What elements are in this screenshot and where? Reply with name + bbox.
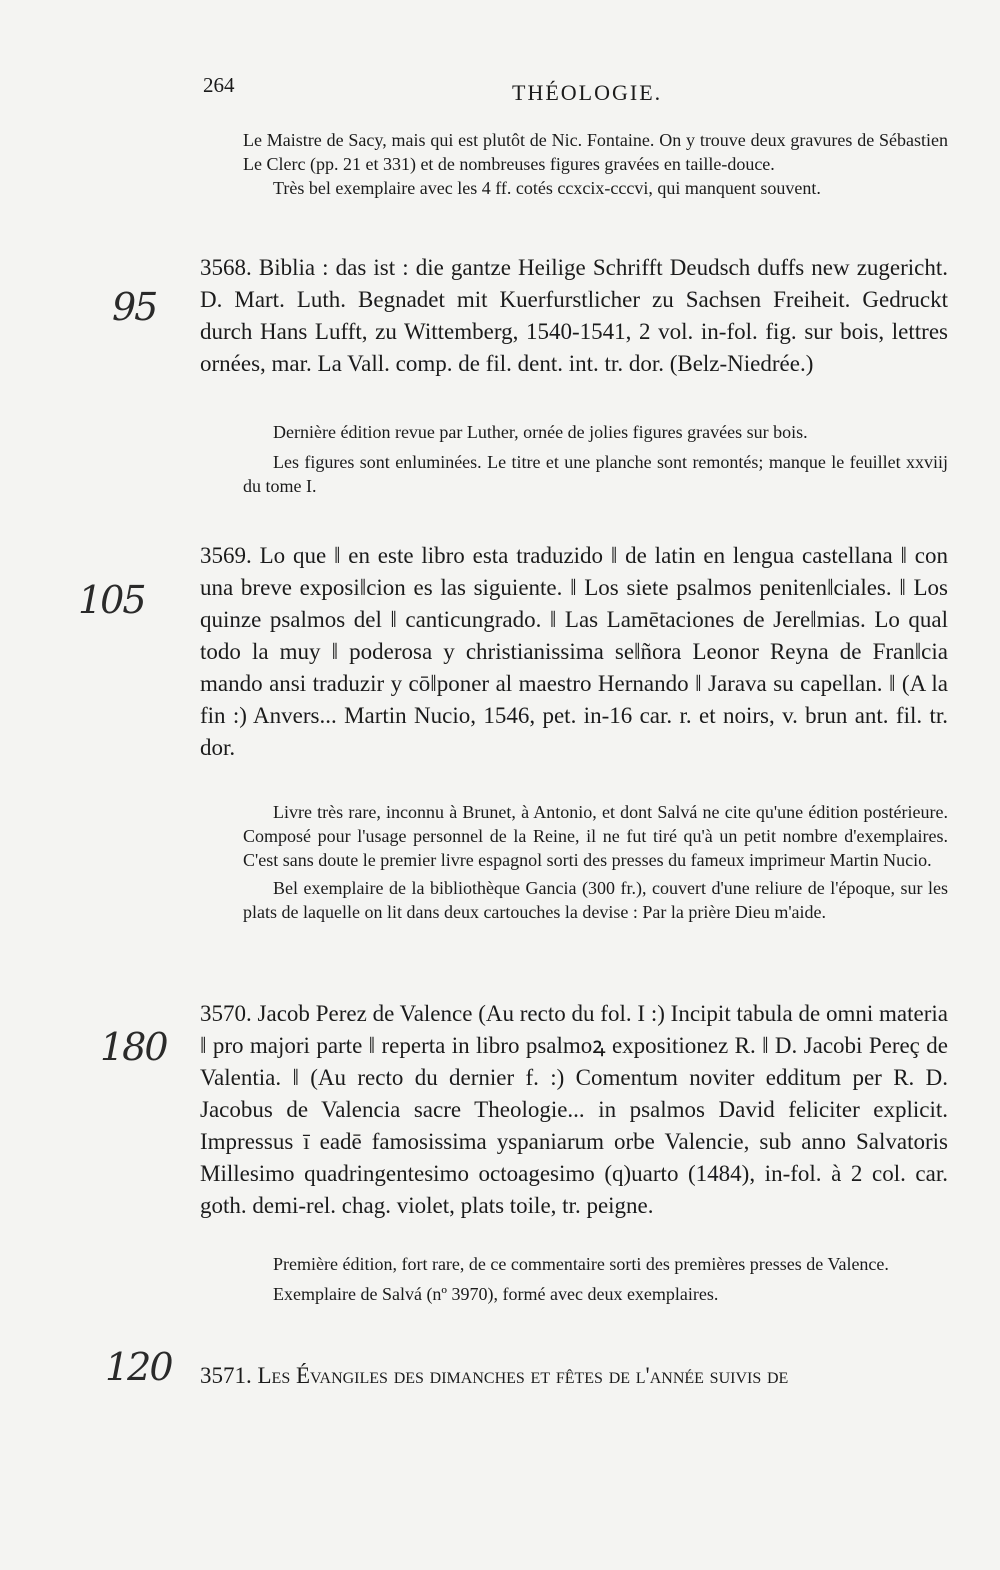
entry-text: Lo que ‖ en este libro esta traduzido ‖ de latin en lengua castellana ‖ con una breve exposi‖cion es las siguiente. ‖ Los siete psalmos peniten‖ciales. ‖ Los quinze psalmos del ‖ canticungrado. ‖ Las Lamētaciones de Jere‖mias. Lo qual todo la muy ‖ poderosa y christianissima se‖ñora Leonor Reyna de Fran‖cia mando ansi traduzir y cō‖poner al maestro Hernando ‖ Jarava su capellan. ‖ (A la fin :) Anvers... Martin Nucio, 1546, pet. in-16 car. r. et noirs, v. brun ant. fil. tr. dor.	[200, 543, 948, 760]
note-paragraph: Dernière édition revue par Luther, ornée de jolies figures gravées sur bois.	[273, 422, 808, 442]
note-paragraph: Le Maistre de Sacy, mais qui est plutôt de Nic. Fontaine. On y trouve deux gravures de Sébastien Le Clerc (pp. 21 et 331) et de nombreuses figures gravées en taille-douce.	[243, 130, 948, 174]
note-paragraph: Première édition, fort rare, de ce commentaire sorti des premières presses de Valence.	[273, 1254, 889, 1274]
handwritten-price: 120	[105, 1345, 172, 1389]
catalog-entry	[200, 252, 948, 380]
page-number: 264	[203, 73, 235, 97]
entry-number: 3568.	[200, 255, 252, 280]
entry-notes	[243, 1252, 948, 1306]
catalog-entry	[200, 1360, 948, 1392]
catalog-entry	[200, 998, 948, 1222]
handwritten-price: 105	[78, 578, 145, 622]
note-paragraph: Exemplaire de Salvá (nº 3970), formé avec deux exemplaires.	[273, 1284, 719, 1304]
entry-text: Jacob Perez de Valence (Au recto du fol. I :) Incipit tabula de omni materia ‖ pro majori parte ‖ reperta in libro psalmoꝝ expositionez R. ‖ D. Jacobi Pereç de Valentia. ‖ (Au recto du dernier f. :) Comentum noviter edditum per R. D. Jacobus de Valencia sacre Theologie... in psalmos David feliciter explicit. Impressus ī eadē famosissima yspaniarum orbe Valencie, sub anno Salvatoris Millesimo quadringentesimo octoagesimo (q)uarto (1484), in-fol. à 2 col. car. goth. demi-rel. chag. violet, plats toile, tr. peigne.	[200, 1001, 949, 1218]
note-paragraph: Bel exemplaire de la bibliothèque Gancia (300 fr.), couvert d'une reliure de l'époque, sur les plats de laquelle on lit dans deux cartouches la devise : Par la prière Dieu m'aide.	[243, 878, 948, 922]
entry-text: Biblia : das ist : die gantze Heilige Schrifft Deudsch duffs new zugericht. D. Mart. Luth. Begnadet mit Kuerfurstlicher zu Sachsen Freiheit. Gedruckt durch Hans Lufft, zu Wittemberg, 1540-1541, 2 vol. in-fol. fig. sur bois, lettres ornées, mar. La Vall. comp. de fil. dent. int. tr. dor. (Belz-Niedrée.)	[200, 255, 949, 376]
handwritten-price: 180	[100, 1025, 167, 1069]
handwritten-price: 95	[112, 285, 157, 329]
entry-text: Les Évangiles des dimanches et fêtes de l'année suivis de	[257, 1363, 789, 1388]
note-paragraph: Très bel exemplaire avec les 4 ff. cotés ccxcix-cccvi, qui manquent souvent.	[273, 178, 821, 198]
entry-number: 3570.	[200, 1001, 252, 1026]
catalog-entry	[200, 540, 948, 764]
entry-number: 3571.	[200, 1363, 252, 1388]
note-paragraph: Les figures sont enluminées. Le titre et une planche sont remontés; manque le feuillet xxviij du tome I.	[243, 452, 948, 496]
continuation-notes	[243, 128, 948, 200]
running-head: THÉOLOGIE.	[512, 80, 663, 105]
entry-number: 3569.	[200, 543, 252, 568]
entry-notes	[243, 800, 948, 924]
entry-notes	[243, 420, 948, 498]
note-paragraph: Livre très rare, inconnu à Brunet, à Antonio, et dont Salvá ne cite qu'une édition postérieure. Composé pour l'usage personnel de la Reine, il ne fut tiré qu'à un petit nombre d'exemplaires. C'est sans doute le premier livre espagnol sorti des presses du fameux imprimeur Martin Nucio.	[243, 802, 948, 870]
